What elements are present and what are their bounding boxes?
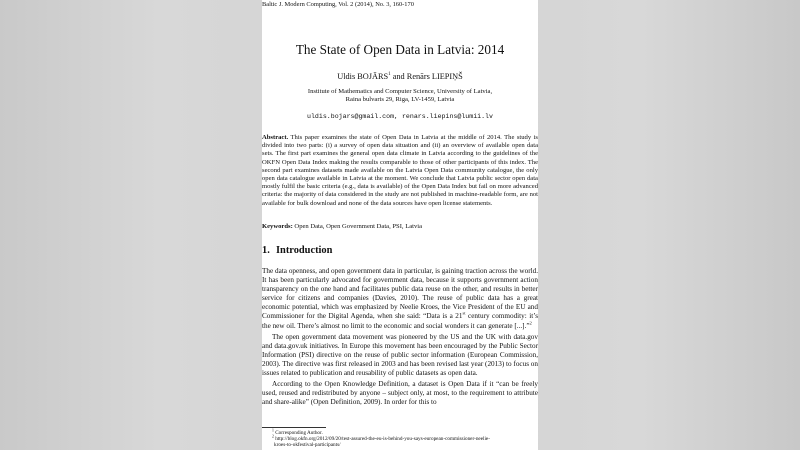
paragraph-text: The data openness, and open government data in particular, is gaining traction across the world. It has been particularly advocated for government data, because it supports government action transparency on the one hand and facilitates public data reuse on the other, and results in better service for citizens and companies (Davies, 2010). The reuse of public data has a great economic potential, which was emphasized by Neelie Kroes, the Vice President of the EU and Commissioner for the Digital Agenda, when she said: “Data is a 21 — [262, 267, 538, 321]
affiliation-line: Raina bulvaris 29, Riga, LV-1459, Latvia — [345, 96, 455, 104]
keywords-text: Open Data, Open Government Data, PSI, Latvia — [292, 223, 423, 230]
author-emails: uldis.bojars@gmail.com, renars.liepins@lumii.lv — [307, 113, 493, 120]
affiliation — [262, 88, 538, 104]
footnote-continuation[interactable]: kroes-to-okfestival-participants/ — [274, 442, 341, 448]
section-number: 1. — [262, 245, 270, 256]
footnote-marker: 1 — [388, 72, 391, 78]
running-head: Baltic J. Modern Computing, Vol. 2 (2014), No. 3, 160-170 — [262, 1, 414, 8]
ordinal-suffix: st — [462, 311, 466, 317]
paragraph-text: century commodity: it’s the new oil. There’s almost no limit to the economic and social wonders it can generate [...].” — [262, 312, 538, 330]
author-name: Renārs LIEPIŅŠ — [406, 72, 463, 81]
abstract-text: This paper examines the state of Open Data in Latvia at the middle of 2014. The study is divided into two parts: (i) a survey of open data situation and (ii) an overview of available open data sets. The first part examines the general open data climate in Latvia according to the guidelines of the OKFN Open Data Index making the results comparable to those of other participants of this index. The second part examines datasets made available on the Latvia Open Data community catalogue, the only open data catalogue available in Latvia at the moment. We conclude that Latvia public sector open data mostly fulfil the basic criteria (e.g., data is available) of the Open Data Index but fail on more advanced criteria: the majority of data considered in the study are not published in machine-readable form, are not available for bulk download and none of the data sources have open license statements. — [262, 134, 538, 207]
author-conjunction: and — [390, 72, 407, 81]
footnote-marker: 1 — [272, 428, 274, 433]
paper-title: The State of Open Data in Latvia: 2014 — [295, 42, 505, 57]
abstract — [262, 134, 538, 208]
footnote-link[interactable]: http://blog.okfn.org/2012/09/20/test-assured-the-eu-is-behind-you-says-european-commissioner-neelie- — [273, 436, 490, 442]
footnote-marker: 2 — [529, 320, 532, 326]
author-name: Uldis BOJĀRS — [337, 72, 389, 81]
affiliation-line: Institute of Mathematics and Computer Science, University of Latvia, — [307, 88, 493, 95]
keywords — [262, 223, 538, 231]
section-heading — [262, 245, 332, 257]
keywords-label: Keywords: — [262, 223, 293, 230]
author-line — [262, 72, 538, 82]
body-text — [262, 267, 538, 407]
footnote-text: Corresponding Author. — [273, 430, 323, 436]
paper-page — [262, 0, 538, 450]
abstract-label: Abstract. — [262, 134, 289, 141]
paragraph — [262, 267, 538, 331]
footnotes — [272, 430, 538, 448]
section-title: Introduction — [276, 245, 333, 256]
paragraph: According to the Open Knowledge Definition, a dataset is Open Data if it “can be freely used, reused and redistributed by anyone – subject only, at most, to the requirement to attribute and share-alike” (Open Definition, 2009). In order for this to — [262, 380, 538, 407]
footnote-marker: 2 — [272, 434, 274, 439]
paragraph: The open government data movement was pioneered by the US and the UK with data.gov and data.gov.uk initiatives. In Europe this movement has been encouraged by the Public Sector Information (PSI) directive on the reuse of public sector information (European Commission, 2003). The directive was first released in 2003 and has been revised last year (2013) to focus on issues related to publication and reusability of public datasets as open data. — [262, 332, 538, 378]
